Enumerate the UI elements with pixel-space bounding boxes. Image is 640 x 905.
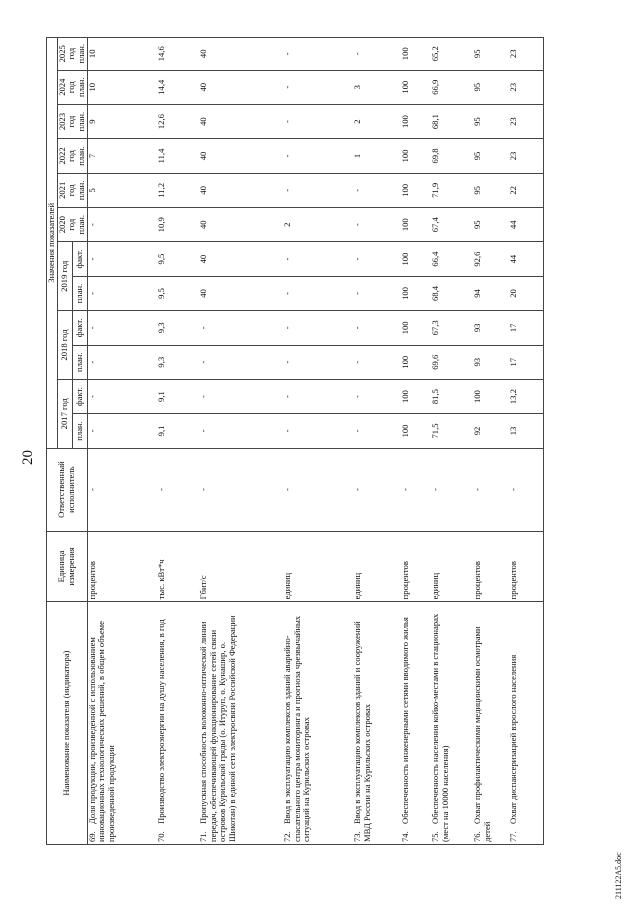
value-cell-v22: 100 xyxy=(401,139,431,173)
value-cell-v17p: 9,1 xyxy=(157,414,199,448)
value-cell-v24: 14,4 xyxy=(157,70,199,104)
value-cell-v19f: 9,5 xyxy=(157,242,199,276)
value-cell-v23: 2 xyxy=(353,104,401,138)
table-row xyxy=(353,38,401,845)
responsible-cell: - xyxy=(199,448,283,531)
table-row xyxy=(199,38,283,845)
value-cell-v19p: 20 xyxy=(509,276,543,310)
value-cell-v19p: 68,4 xyxy=(431,276,473,310)
unit-cell: процентов xyxy=(473,531,509,602)
value-cell-v25: 40 xyxy=(199,38,283,71)
row-number: 75. xyxy=(430,831,440,842)
value-cell-v22: 11,4 xyxy=(157,139,199,173)
value-cell-v17p: 13 xyxy=(509,414,543,448)
unit-cell: процентов xyxy=(401,531,431,602)
header-name: Наименование показателя (индикатора) xyxy=(47,602,88,845)
value-cell-v18f: - xyxy=(283,311,353,345)
value-cell-v19f: 66,4 xyxy=(431,242,473,276)
value-cell-v17p: 100 xyxy=(401,414,431,448)
unit-cell: единиц xyxy=(283,531,353,602)
value-cell-v19p: 9,5 xyxy=(157,276,199,310)
indicator-name: Охват диспансеризацией взрослого населения xyxy=(508,654,518,824)
value-cell-v23: 68,1 xyxy=(431,104,473,138)
header-responsible: Ответственный исполнитель xyxy=(47,448,88,531)
header-2018-plan: план. xyxy=(72,345,87,379)
table-row xyxy=(401,38,431,845)
indicator-name: Ввод в эксплуатацию комплексов зданий и сооружений МВД России на Курильских островах xyxy=(352,621,372,842)
value-cell-v17f: 9,1 xyxy=(157,379,199,413)
value-cell-v20: 40 xyxy=(199,208,283,242)
value-cell-v17f: 13,2 xyxy=(509,379,543,413)
header-2017: 2017 год xyxy=(57,379,72,448)
header-2017-plan: план. xyxy=(72,414,87,448)
value-cell-v25: 65,2 xyxy=(431,38,473,71)
value-cell-v24: 23 xyxy=(509,70,543,104)
indicator-name-cell xyxy=(401,602,431,845)
page-number: 20 xyxy=(20,450,36,465)
header-2023: 2023 год план. xyxy=(57,104,87,138)
value-cell-v22: - xyxy=(283,139,353,173)
value-cell-v18p: 9,3 xyxy=(157,345,199,379)
value-cell-v18p: 93 xyxy=(473,345,509,379)
value-cell-v21: 40 xyxy=(199,173,283,207)
unit-cell: процентов xyxy=(87,531,157,602)
header-unit: Единица измерения xyxy=(47,531,88,602)
value-cell-v24: - xyxy=(283,70,353,104)
value-cell-v17p: 71,5 xyxy=(431,414,473,448)
value-cell-v20: 67,4 xyxy=(431,208,473,242)
header-values: Значения показателей xyxy=(47,38,58,449)
value-cell-v23: 40 xyxy=(199,104,283,138)
table-row xyxy=(283,38,353,845)
indicator-name: Производство электроэнергии на душу населения, в год xyxy=(156,619,166,824)
value-cell-v17f: - xyxy=(353,379,401,413)
indicator-name: Обеспеченность населения койко-местами в стационарах (мест на 10000 населения) xyxy=(430,613,450,842)
header-2019-fact: факт. xyxy=(72,242,87,276)
value-cell-v17f: 100 xyxy=(401,379,431,413)
value-cell-v24: 100 xyxy=(401,70,431,104)
indicators-table xyxy=(46,37,544,845)
value-cell-v21: - xyxy=(353,173,401,207)
value-cell-v17p: - xyxy=(353,414,401,448)
value-cell-v19p: 94 xyxy=(473,276,509,310)
indicator-name-cell xyxy=(509,602,543,845)
row-number: 76. xyxy=(472,831,482,842)
value-cell-v18f: - xyxy=(199,311,283,345)
responsible-cell: - xyxy=(157,448,199,531)
value-cell-v21: 71,9 xyxy=(431,173,473,207)
value-cell-v19f: 92,6 xyxy=(473,242,509,276)
table-row xyxy=(473,38,509,845)
header-2024: 2024 год план. xyxy=(57,70,87,104)
unit-cell: тыс. кВт*ч xyxy=(157,531,199,602)
value-cell-v20: 10,9 xyxy=(157,208,199,242)
header-2025: 2025 год план. xyxy=(57,38,87,71)
value-cell-v17p: - xyxy=(199,414,283,448)
value-cell-v17f: - xyxy=(283,379,353,413)
value-cell-v21: 22 xyxy=(509,173,543,207)
header-2021: 2021 год план. xyxy=(57,173,87,207)
value-cell-v19f: 44 xyxy=(509,242,543,276)
value-cell-v18f: 67,3 xyxy=(431,311,473,345)
value-cell-v25: 95 xyxy=(473,38,509,71)
value-cell-v23: 95 xyxy=(473,104,509,138)
indicator-name-cell xyxy=(157,602,199,845)
indicator-name-cell xyxy=(199,602,283,845)
indicator-name: Пропускная способность волоконно-оптической линии передач, обеспечивающей функционирование сетей связи островов Курильской гряды (о. Итуруп, о. Кунашир, о. Шикотан) в единой сети электросвязи Российской Федерации xyxy=(198,615,237,842)
value-cell-v24: 95 xyxy=(473,70,509,104)
responsible-cell: - xyxy=(431,448,473,531)
value-cell-v18p: - xyxy=(199,345,283,379)
value-cell-v19f: 100 xyxy=(401,242,431,276)
responsible-cell: - xyxy=(473,448,509,531)
unit-cell: единиц xyxy=(431,531,473,602)
value-cell-v23: 100 xyxy=(401,104,431,138)
value-cell-v20: 100 xyxy=(401,208,431,242)
value-cell-v22: 40 xyxy=(199,139,283,173)
value-cell-v24: 66,9 xyxy=(431,70,473,104)
value-cell-v21: 95 xyxy=(473,173,509,207)
header-2018: 2018 год xyxy=(57,311,72,380)
value-cell-v19p: 40 xyxy=(199,276,283,310)
value-cell-v23: 23 xyxy=(509,104,543,138)
row-number: 74. xyxy=(400,831,410,842)
value-cell-v17f: - xyxy=(199,379,283,413)
value-cell-v19p: 100 xyxy=(401,276,431,310)
value-cell-v17f: 81,5 xyxy=(431,379,473,413)
indicator-name: Доля продукции, произведенной с использованием инновационных технологических решений, в общем объеме произведенной продукции xyxy=(86,621,116,842)
responsible-cell: - xyxy=(509,448,543,531)
value-cell-v18f: 100 xyxy=(401,311,431,345)
document-id: 211122A5.doc xyxy=(614,852,623,899)
row-number: 77. xyxy=(508,831,518,842)
indicator-name: Обеспеченность инженерными сетями вводимого жилья xyxy=(400,617,410,824)
responsible-cell: - xyxy=(353,448,401,531)
value-cell-v18p: 69,6 xyxy=(431,345,473,379)
value-cell-v19p: - xyxy=(353,276,401,310)
responsible-cell: - xyxy=(87,448,157,531)
indicator-name: Охват профилактическими медицинскими осмотрами детей xyxy=(472,626,492,842)
value-cell-v25: 10 xyxy=(87,38,157,71)
value-cell-v20: - xyxy=(353,208,401,242)
value-cell-v19p: - xyxy=(283,276,353,310)
row-number: 72. xyxy=(282,831,292,842)
value-cell-v21: - xyxy=(283,173,353,207)
unit-cell: процентов xyxy=(509,531,543,602)
value-cell-v19p: - xyxy=(87,276,157,310)
value-cell-v22: 23 xyxy=(509,139,543,173)
table-row xyxy=(157,38,199,845)
value-cell-v20: - xyxy=(87,208,157,242)
value-cell-v18f: - xyxy=(87,311,157,345)
value-cell-v24: 40 xyxy=(199,70,283,104)
value-cell-v21: 11,2 xyxy=(157,173,199,207)
value-cell-v22: 95 xyxy=(473,139,509,173)
value-cell-v18p: 100 xyxy=(401,345,431,379)
row-number: 73. xyxy=(352,831,362,842)
indicator-name-cell xyxy=(283,602,353,845)
value-cell-v17p: - xyxy=(87,414,157,448)
value-cell-v21: 5 xyxy=(87,173,157,207)
indicator-name-cell xyxy=(353,602,401,845)
indicator-name-cell xyxy=(431,602,473,845)
value-cell-v18f: 9,3 xyxy=(157,311,199,345)
unit-cell: Гбит/с xyxy=(199,531,283,602)
value-cell-v23: - xyxy=(283,104,353,138)
value-cell-v20: 2 xyxy=(283,208,353,242)
header-2019-plan: план. xyxy=(72,276,87,310)
value-cell-v18p: - xyxy=(87,345,157,379)
header-2022: 2022 год план. xyxy=(57,139,87,173)
value-cell-v23: 9 xyxy=(87,104,157,138)
row-number: 71. xyxy=(198,831,208,842)
value-cell-v17p: 92 xyxy=(473,414,509,448)
header-2018-fact: факт. xyxy=(72,311,87,345)
value-cell-v17p: - xyxy=(283,414,353,448)
value-cell-v25: 23 xyxy=(509,38,543,71)
table-row xyxy=(87,38,157,845)
value-cell-v18f: 93 xyxy=(473,311,509,345)
value-cell-v25: 100 xyxy=(401,38,431,71)
row-number: 70. xyxy=(156,831,166,842)
value-cell-v20: 95 xyxy=(473,208,509,242)
value-cell-v17f: - xyxy=(87,379,157,413)
value-cell-v18f: 17 xyxy=(509,311,543,345)
value-cell-v19f: - xyxy=(87,242,157,276)
value-cell-v25: - xyxy=(353,38,401,71)
value-cell-v18p: - xyxy=(353,345,401,379)
value-cell-v24: 3 xyxy=(353,70,401,104)
table-body xyxy=(87,38,543,845)
value-cell-v18f: - xyxy=(353,311,401,345)
responsible-cell: - xyxy=(283,448,353,531)
value-cell-v19f: - xyxy=(283,242,353,276)
value-cell-v25: 14,6 xyxy=(157,38,199,71)
value-cell-v18p: 17 xyxy=(509,345,543,379)
value-cell-v18p: - xyxy=(283,345,353,379)
value-cell-v25: - xyxy=(283,38,353,71)
value-cell-v20: 44 xyxy=(509,208,543,242)
indicator-name-cell xyxy=(87,602,157,845)
table-row xyxy=(509,38,543,845)
value-cell-v23: 12,6 xyxy=(157,104,199,138)
value-cell-v22: 7 xyxy=(87,139,157,173)
value-cell-v17f: 100 xyxy=(473,379,509,413)
value-cell-v19f: 40 xyxy=(199,242,283,276)
value-cell-v24: 10 xyxy=(87,70,157,104)
unit-cell: единиц xyxy=(353,531,401,602)
indicator-name-cell xyxy=(473,602,509,845)
header-2020: 2020 год план. xyxy=(57,208,87,242)
header-2017-fact: факт. xyxy=(72,379,87,413)
table-row xyxy=(431,38,473,845)
header-2019: 2019 год xyxy=(57,242,72,311)
value-cell-v19f: - xyxy=(353,242,401,276)
value-cell-v21: 100 xyxy=(401,173,431,207)
indicator-name: Ввод в эксплуатацию комплексов зданий аварийно-спасательного центра мониторинга и прогноза чрезвычайных ситуаций на Курильских островах xyxy=(282,615,312,842)
row-number: 69. xyxy=(86,831,97,842)
value-cell-v22: 69,8 xyxy=(431,139,473,173)
responsible-cell: - xyxy=(401,448,431,531)
value-cell-v22: 1 xyxy=(353,139,401,173)
